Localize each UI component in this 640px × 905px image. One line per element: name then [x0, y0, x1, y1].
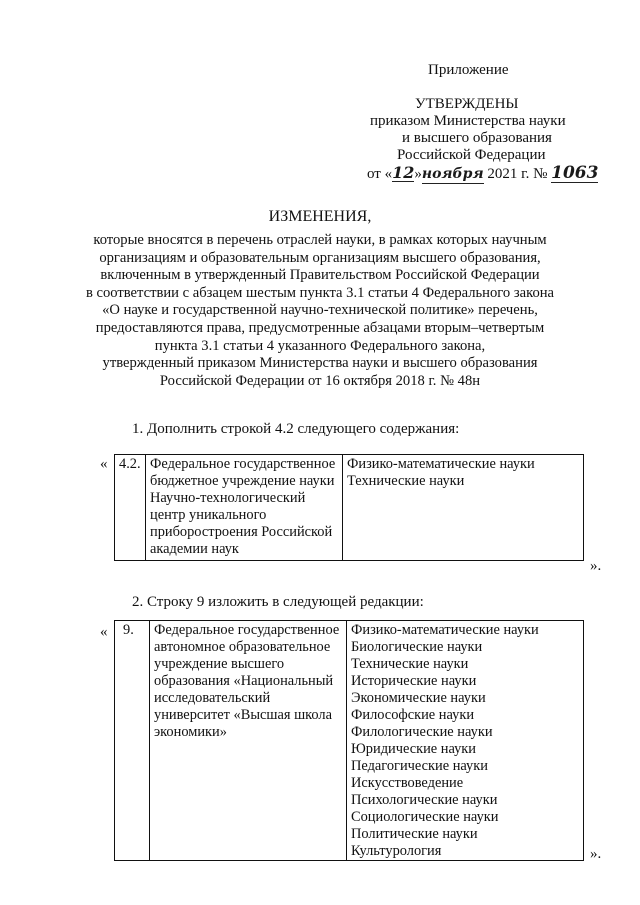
preamble-line: Российской Федерации от 16 октября 2018 г. № 48н [159, 372, 481, 389]
preamble-line: утвержденный приказом Министерства науки и высшего образования [102, 355, 538, 372]
appendix-label: Приложение [428, 62, 509, 78]
order-line-3: Российской Федерации [397, 147, 546, 163]
order-date-line [367, 164, 598, 184]
item1-instruction: 1. Дополнить строкой 4.2 следующего содержания: [132, 421, 460, 437]
date-year: 2021 г. № [487, 166, 548, 182]
preamble-line: пункта 3.1 статьи 4 указанного Федерального закона, [154, 337, 486, 354]
science-item: Исторические науки [351, 673, 477, 689]
science-item: Политические науки [351, 826, 478, 842]
item1-close-quote: ». [590, 558, 602, 574]
science-item: Психологические науки [351, 792, 498, 808]
preamble-line: включенным в утвержденный Правительством Российской Федерации [100, 267, 540, 284]
table-row [115, 621, 584, 861]
handwritten-day: 12 [392, 163, 415, 182]
science-item: Физико-математические науки [347, 456, 535, 472]
science-item: Филологические науки [351, 724, 493, 740]
item1-open-quote: « [100, 456, 108, 472]
item1-table [114, 454, 584, 561]
preamble-line: в соответствии с абзацем шестым пункта 3.1 статьи 4 Федерального закона [85, 284, 555, 301]
date-mid: » [414, 166, 422, 182]
organization-cell: Федеральное государственное бюджетное учреждение науки Научно-технологический центр уникального приборостроения Российской академии наук [146, 455, 343, 561]
row-number: 9. [115, 621, 150, 861]
preamble-line: «О науке и государственной научно-технической политике» перечень, [102, 302, 538, 319]
row-number: 4.2. [115, 455, 146, 561]
item2-open-quote: « [100, 624, 108, 640]
organization-cell: Федеральное государственное автономное образовательное учреждение высшего образования «Национальный исследовательский университет «Высшая школа экономики» [150, 621, 347, 861]
table-row [115, 455, 584, 561]
science-item: Физико-математические науки [351, 622, 539, 638]
sciences-cell [347, 621, 584, 861]
science-item: Педагогические науки [351, 758, 488, 774]
item2-instruction: 2. Строку 9 изложить в следующей редакции: [132, 594, 424, 610]
science-item: Искусствоведение [351, 775, 464, 791]
sciences-cell [343, 455, 584, 561]
approved-label: УТВЕРЖДЕНЫ [415, 96, 519, 112]
science-item: Социологические науки [351, 809, 499, 825]
handwritten-month: ноября [421, 166, 484, 182]
science-item: Культурология [351, 843, 442, 859]
handwritten-order-number: 1063 [551, 163, 599, 183]
science-item: Экономические науки [351, 690, 486, 706]
preamble [70, 232, 570, 390]
order-line-2: и высшего образования [402, 130, 552, 146]
preamble-line: предоставляются права, предусмотренные абзацами вторым–четвертым [95, 319, 545, 336]
science-item: Философские науки [351, 707, 475, 723]
item2-close-quote: ». [590, 846, 602, 862]
item2-table [114, 620, 584, 861]
science-item: Технические науки [347, 473, 465, 489]
science-item: Юридические науки [351, 741, 477, 757]
preamble-line: которые вносятся в перечень отраслей науки, в рамках которых научным [93, 232, 547, 248]
date-prefix: от « [367, 166, 393, 182]
order-line-1: приказом Министерства науки [370, 113, 566, 129]
science-item: Технические науки [351, 656, 469, 672]
science-item: Биологические науки [351, 639, 483, 655]
document-title: ИЗМЕНЕНИЯ, [268, 208, 372, 225]
preamble-line: организациям и образовательным организациям высшего образования, [99, 249, 541, 266]
